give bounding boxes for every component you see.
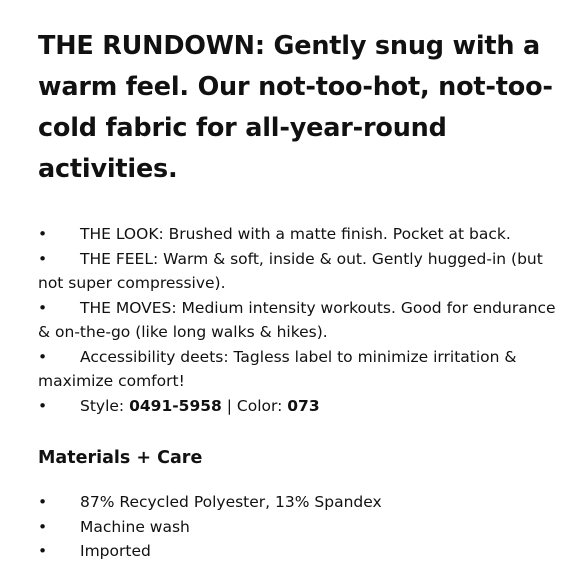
feature-item-moves xyxy=(38,296,558,345)
color-label: Color: xyxy=(236,396,288,415)
rundown-headline: THE RUNDOWN: Gently snug with a warm feel. Our not-too-hot, not-too-cold fabric for all-year-round activities. xyxy=(38,31,553,184)
feature-item-feel xyxy=(38,247,558,296)
feature-item-accessibility xyxy=(38,345,558,394)
feature-text: THE FEEL: Warm & soft, inside & out. Gently hugged-in (but not super compressive). xyxy=(38,249,543,292)
materials-care-heading: Materials + Care xyxy=(38,448,203,468)
bullet-icon: • xyxy=(38,493,48,511)
feature-item-style-color xyxy=(38,394,558,419)
feature-text: THE MOVES: Medium intensity workouts. Good for endurance & on-the-go (like long walks & hikes). xyxy=(38,298,556,341)
product-details xyxy=(38,26,558,564)
feature-item-look xyxy=(38,222,558,247)
bullet-icon: • xyxy=(38,542,48,560)
bullet-icon: • xyxy=(38,517,48,536)
bullet-icon: • xyxy=(38,225,48,243)
material-item xyxy=(38,490,558,515)
bullet-icon: • xyxy=(38,249,48,268)
style-value: 0491-5958 xyxy=(129,396,222,415)
bullet-icon: • xyxy=(38,298,48,317)
feature-text: THE LOOK: Brushed with a matte finish. Pocket at back. xyxy=(80,225,511,243)
bullet-icon: • xyxy=(38,347,48,366)
material-item xyxy=(38,515,558,540)
feature-text: Accessibility deets: Tagless label to minimize irritation & maximize comfort! xyxy=(38,347,517,390)
style-label: Style: xyxy=(80,396,130,415)
separator: | xyxy=(221,396,237,415)
feature-list xyxy=(38,222,558,418)
material-text: Imported xyxy=(80,542,151,560)
material-item xyxy=(38,539,558,564)
bullet-icon: • xyxy=(38,396,48,415)
material-text: 87% Recycled Polyester, 13% Spandex xyxy=(80,493,382,511)
materials-list xyxy=(38,490,558,564)
material-text: Machine wash xyxy=(80,517,190,536)
color-value: 073 xyxy=(287,396,320,415)
